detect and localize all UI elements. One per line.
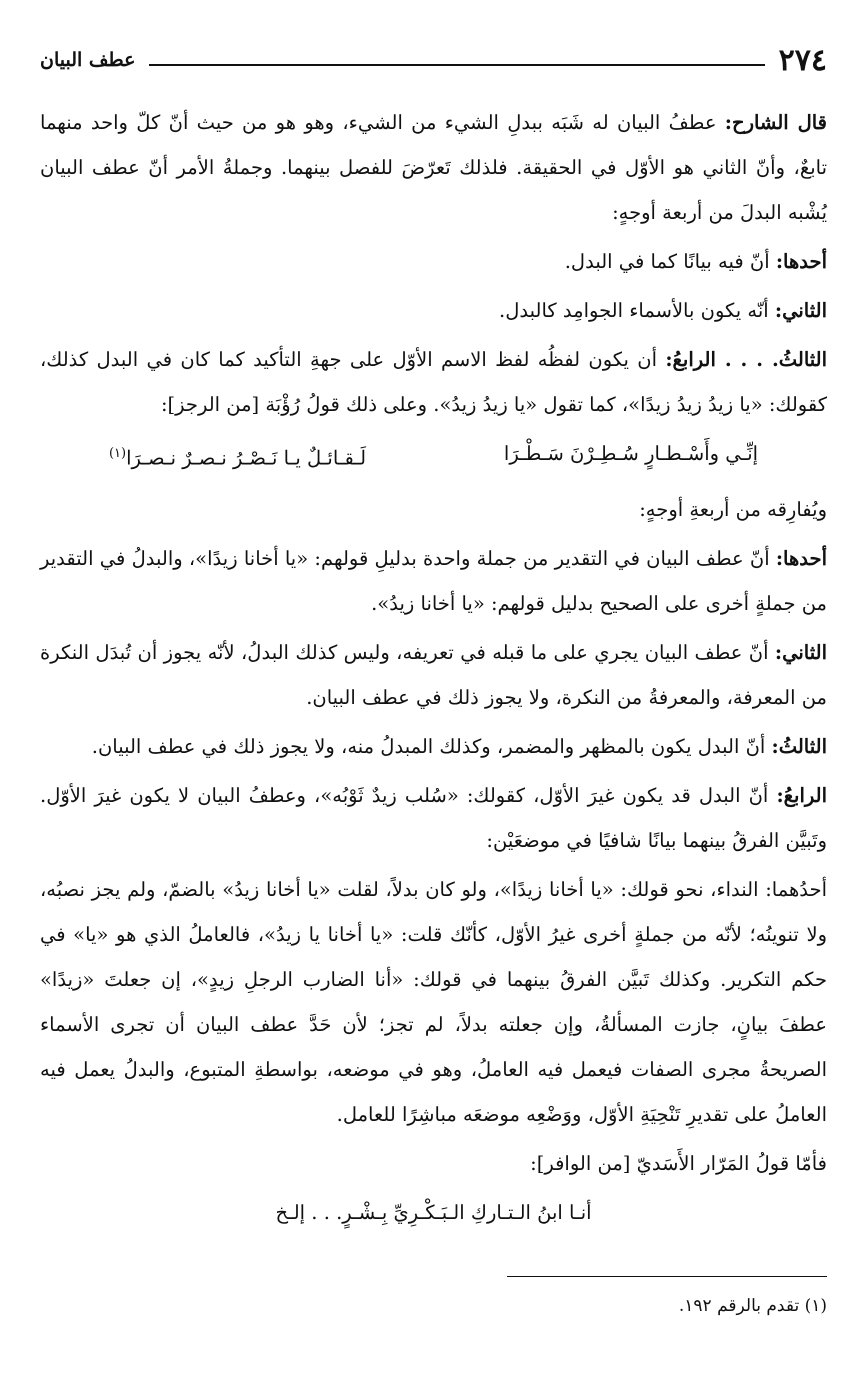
- paragraph-label: الرابعُ:: [776, 783, 827, 807]
- verse-text: أنـا ابنُ الـتـاركِ الـبَـكْـرِيِّ بِـشْـرٍ. . . إلـخ: [275, 1200, 592, 1224]
- paragraph-label: الثاني:: [774, 640, 827, 664]
- paragraph-text: أنّ البدل قد يكون غيرَ الأوّل، كقولك: «سُلب زيدٌ ثَوْبُه»، وعطفُ البيان لا يكون غيرَ الأوّل. وتَبيَّن الفرقُ بينهما بيانًا شافيًا في موضعَيْن:: [40, 783, 827, 852]
- paragraph-text: أنّ البدل يكون بالمظهر والمضمر، وكذلك المبدلُ منه، ولا يجوز ذلك في عطف البيان.: [91, 734, 772, 758]
- paragraph: [40, 630, 827, 720]
- paragraph-text: عطفُ البيان له شَبَه ببدلِ الشيء من الشيء، وهو هو من حيث أنّ كلّ واحد منهما تابعٌ، وأنّ الثاني هو الأوّل في الحقيقة. فلذلك تَعرّضَ للفصل بينهما. وجملةُ الأمر أنّ عطف البيان يُشْبه البدلَ من أربعة أوجهٍ:: [40, 111, 827, 224]
- paragraph: [40, 100, 827, 235]
- paragraph-text: أن يكون لفظُه لفظ الاسم الأوّل على جهةِ التأكيد كما كان في البدل كذلك، كقولك: «يا زيدُ زيدُ زيدًا»، كما تقول «يا زيدُ زيدُ». وعلى ذلك قولُ رُؤْبَة [من الرجز]:: [40, 348, 827, 416]
- verse-second-hemistich: [109, 431, 366, 481]
- page-body: [40, 100, 827, 1241]
- verse-first-hemistich: إنِّـي وأَسْـطـارٍ سُـطِـرْنَ سَـطْـرَا: [503, 442, 759, 465]
- paragraph-text: فأمّا قولُ المَرّار الأَسَديّ [من الوافر]:: [530, 1151, 827, 1175]
- paragraph: [40, 239, 827, 284]
- verse-line: [40, 1190, 827, 1235]
- header-rule: [149, 64, 764, 66]
- paragraph-label: أحدها:: [775, 250, 827, 273]
- paragraph: [40, 337, 827, 427]
- paragraph: [40, 1141, 827, 1186]
- paragraph-group: [40, 100, 827, 427]
- paragraph-label: الثالثُ:: [771, 734, 827, 758]
- running-title: عطف البيان: [40, 49, 136, 71]
- paragraph-text: أنّ فيه بيانًا كما في البدل.: [564, 250, 776, 273]
- paragraph-label: الثالثُ. . . . الرابعُ:: [665, 348, 828, 371]
- paragraph-label: قال الشارح:: [724, 111, 828, 134]
- paragraph-label: الثاني:: [774, 299, 827, 322]
- footnote-marker: (١): [108, 446, 127, 461]
- paragraph: [40, 288, 827, 333]
- paragraph: [40, 773, 827, 863]
- paragraph: [40, 724, 827, 769]
- footnote: (١) تقدم بالرقم ١٩٢.: [678, 1296, 827, 1316]
- paragraph: [40, 536, 827, 626]
- paragraph-text: أنّه يكون بالأسماء الجوامِد كالبدل.: [499, 299, 775, 322]
- page-number: ٢٧٤: [778, 42, 827, 78]
- paragraph-text: أنّ عطف البيان في التقدير من جملة واحدة بدليلِ قولهم: «يا أخانا زيدًا»، والبدلُ في التقدير من جملةٍ أخرى على الصحيح بدليل قولهم: «يا أخانا زيدُ».: [40, 546, 827, 615]
- footnote-rule: [507, 1276, 827, 1277]
- paragraph-label: أحدها:: [775, 546, 827, 570]
- paragraph-text: أنّ عطف البيان يجري على ما قبله في تعريفه، وليس كذلك البدلُ، لأنّه يجوز أن تُبدَل النكرة من المعرفة، والمعرفةُ من النكرة، ولا يجوز ذلك في عطف البيان.: [40, 640, 827, 709]
- page-header: [40, 38, 827, 82]
- paragraph-text: ويُفارِقه من أربعةِ أوجهٍ:: [639, 497, 827, 521]
- paragraph-group: [40, 487, 827, 1186]
- paragraph: [40, 487, 827, 532]
- verse-line: [40, 431, 827, 481]
- paragraph: [40, 867, 827, 1137]
- paragraph-text: أحدُهما: النداء، نحو قولك: «يا أخانا زيدًا»، ولو كان بدلاً، لقلت «يا أخانا زيدُ» بالضمّ، ولم يجز نصبُه، ولا تنوينُه؛ لأنّه من جملةٍ أخرى غيرُ الأوّل، كأنّك قلت: «يا أخانا يا زيدُ»، فالعاملُ الذي هو «يا» في حكم التكرير. وكذلك تَبيَّن الفرقُ بينهما في قولك: «أنا الضارب الرجلِ زيدٍ»، إن جعلتَ «زيدًا» عطفَ بيانٍ، جازت المسألةُ، وإن جعلته بدلاً، لم تجز؛ لأن حَدَّ عطف البيان أن تجرى الأسماء الصريحةُ مجرى الصفات فيعمل فيه العاملُ، وهو في موضعه، بواسطةِ المتبوع، والبدلُ يعمل فيه العاملُ على تقديرِ تَنْحِيَةِ الأوّل، ووَضْعِه موضعَه مباشِرًا للعامل.: [40, 877, 827, 1126]
- verse-second-text: لَـقـائـلٌ يـا نَـصْـرُ نـصـرٌ نـصـرَا: [126, 446, 367, 470]
